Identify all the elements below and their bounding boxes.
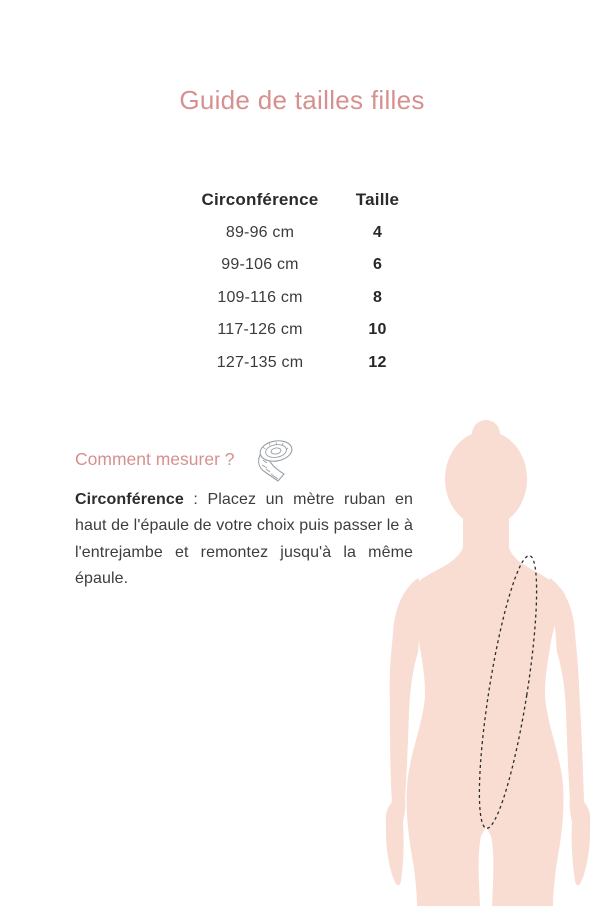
page-title: Guide de tailles filles xyxy=(179,85,425,115)
size-value: 8 xyxy=(372,288,383,306)
size-value: 6 xyxy=(372,256,383,274)
measure-description xyxy=(75,487,413,592)
circumference-value: 109-116 cm xyxy=(217,288,303,306)
how-to-measure-heading: Comment mesurer ? xyxy=(75,449,235,469)
measure-term: Circonférence xyxy=(75,491,184,508)
column-header-circumference: Circonférence xyxy=(201,190,319,210)
circumference-value: 99-106 cm xyxy=(221,256,299,274)
size-value: 4 xyxy=(372,223,383,241)
torso-and-legs xyxy=(404,512,566,906)
circumference-value: 89-96 cm xyxy=(225,223,295,241)
table-row xyxy=(180,217,405,250)
silhouette-body-shapes xyxy=(386,420,591,906)
table-header-row xyxy=(180,184,405,217)
girl-silhouette-illustration xyxy=(380,420,604,906)
circumference-value: 127-135 cm xyxy=(216,353,304,371)
table-row xyxy=(180,347,405,380)
table-row xyxy=(180,314,405,347)
circumference-value: 117-126 cm xyxy=(217,321,303,339)
measuring-tape-icon xyxy=(251,438,297,486)
column-header-size: Taille xyxy=(355,190,400,210)
size-table xyxy=(180,184,405,379)
table-row xyxy=(180,282,405,315)
measure-description-text: : Placez un mètre ruban en haut de l'épaule de votre choix puis passer le à l'entrejambe et remontez jusqu'à la même épaule. xyxy=(75,491,413,587)
size-value: 10 xyxy=(368,321,387,339)
size-value: 12 xyxy=(368,353,387,371)
table-row xyxy=(180,249,405,282)
